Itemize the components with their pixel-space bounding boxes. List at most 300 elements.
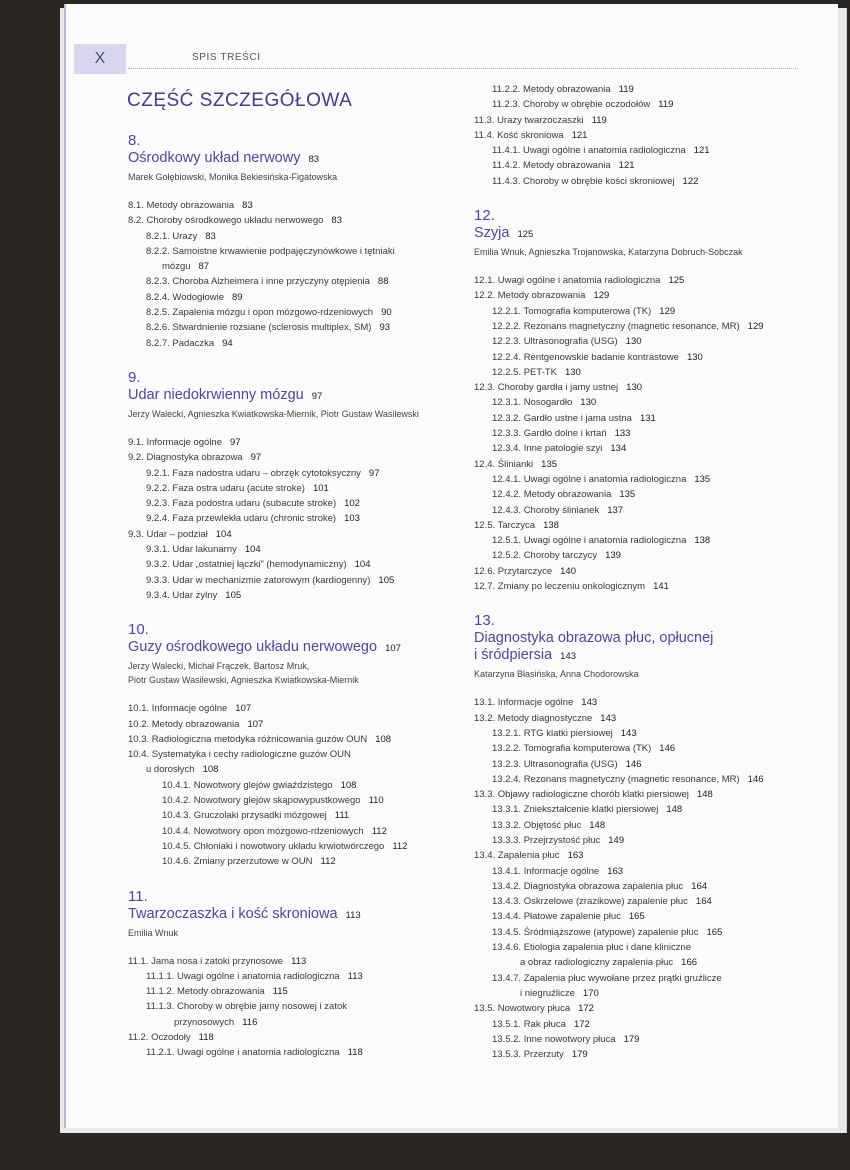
- page-number: 104: [354, 559, 371, 571]
- toc-entry[interactable]: [474, 726, 824, 741]
- toc-entry[interactable]: [474, 518, 824, 533]
- entry-title: przynosowych: [174, 1016, 235, 1028]
- chapter-number: 11.: [128, 887, 148, 905]
- entry-title: 9.3.4. Udar żylny: [146, 589, 218, 601]
- entry-title: 13.2.3. Ultrasonografia (USG): [492, 758, 618, 770]
- entry-title: 13.2.1. RTG klatki piersiowej: [492, 727, 613, 739]
- entry-title: 13.3.3. Przejrzystość płuc: [492, 834, 601, 846]
- entry-title: 9.2.4. Faza przewlekła udaru (chronic stroke): [146, 513, 337, 525]
- toc-entry[interactable]: [128, 717, 468, 732]
- toc-entry[interactable]: [474, 472, 824, 487]
- entry-title: 12.2.1. Tomografia komputerowa (TK): [492, 305, 652, 317]
- toc-entry[interactable]: [128, 290, 468, 305]
- page-number: 97: [311, 390, 323, 402]
- page-number: 104: [215, 528, 232, 540]
- entry-title: 9.3.2. Udar „ostatniej łączki” (hemodynamiczny): [146, 559, 347, 571]
- entry-title: 13.4.2. Diagnostyka obrazowa zapalenia płuc: [492, 880, 684, 892]
- entry-title: 10.3. Radiologiczna metodyka różnicowania guzów OUN: [128, 733, 368, 745]
- toc-entry[interactable]: [128, 824, 468, 839]
- toc-entry[interactable]: [128, 999, 468, 1014]
- toc-entry[interactable]: [474, 395, 824, 410]
- chapter-spacer: [128, 603, 468, 621]
- page-number: 107: [235, 703, 252, 715]
- author-line: Jerzy Walecki, Agnieszka Kwiatkowska-Miernik, Piotr Gustaw Wasilewski: [128, 408, 419, 419]
- page-number: 138: [694, 535, 711, 547]
- chapter-title-text: Guzy ośrodkowego układu nerwowego: [128, 639, 378, 656]
- toc-entry[interactable]: [128, 213, 468, 228]
- chapter-title-text: Twarzoczaszka i kość skroniowa: [128, 905, 338, 922]
- page-number: 179: [571, 1049, 588, 1061]
- toc-entry[interactable]: [128, 259, 468, 274]
- right-column: [474, 82, 824, 1080]
- toc-entry[interactable]: [128, 732, 468, 747]
- page-number: 122: [682, 175, 699, 187]
- entry-title: 12.4. Ślinianki: [474, 458, 534, 470]
- toc-entry[interactable]: [474, 380, 824, 395]
- toc-page: [64, 4, 838, 1128]
- chapter-block: [474, 612, 824, 1080]
- toc-entry[interactable]: [474, 273, 824, 288]
- page-number: 129: [593, 290, 610, 302]
- chapter-number: 8.: [128, 132, 141, 149]
- entry-title: 8.2.4. Wodogłowie: [146, 291, 224, 303]
- page-number: 143: [600, 712, 617, 724]
- page-number: 83: [308, 154, 320, 165]
- author-line: Emilia Wnuk: [128, 927, 179, 938]
- entry-title: 11.4.3. Choroby w obrębie kości skroniowej: [492, 175, 675, 187]
- entry-title: 8.1. Metody obrazowania: [128, 200, 235, 211]
- page-number: 143: [581, 697, 598, 709]
- page-number: 148: [666, 804, 683, 816]
- entry-title: 13.4.1. Informacje ogólne: [492, 865, 600, 877]
- page-number: 146: [659, 743, 676, 755]
- toc-entry[interactable]: [128, 984, 468, 999]
- entry-title: 11.1.3. Choroby w obrębie jamy nosowej i zatok: [146, 1001, 348, 1013]
- page-number: 165: [706, 926, 723, 938]
- page-number: 111: [334, 810, 350, 822]
- page-number: 179: [623, 1033, 640, 1045]
- page-number: 125: [668, 275, 685, 287]
- entry-title: 9.1. Informacje ogólne: [128, 436, 223, 448]
- chapter-title-text: i śródpiersia: [474, 647, 553, 664]
- page-number: 97: [368, 467, 380, 479]
- toc-entry[interactable]: [128, 274, 468, 289]
- toc-entry[interactable]: [474, 411, 824, 426]
- entry-title: 11.4.1. Uwagi ogólne i anatomia radiologiczna: [492, 145, 686, 157]
- entry-title: 10.4.1. Nowotwory glejów gwiaździstego: [162, 779, 333, 791]
- entry-title: 13.2.2. Tomografia komputerowa (TK): [492, 743, 652, 755]
- toc-entry[interactable]: [128, 969, 468, 984]
- entry-title: 13.5.2. Inne nowotwory płuca: [492, 1033, 616, 1045]
- entry-title: 10.4.4. Nowotwory opon mózgowo-rdzeniowych: [162, 825, 364, 837]
- toc-entry[interactable]: [128, 305, 468, 320]
- toc-entry[interactable]: [128, 435, 468, 450]
- toc-entry[interactable]: [128, 1030, 468, 1045]
- header-divider: [128, 68, 798, 69]
- page-number: 149: [608, 834, 625, 846]
- toc-entry[interactable]: [474, 818, 824, 833]
- toc-entry[interactable]: [128, 747, 468, 762]
- toc-entry[interactable]: [474, 772, 824, 787]
- chapter-authors: [128, 659, 468, 687]
- toc-entry[interactable]: [474, 174, 824, 189]
- page-number: 116: [242, 1016, 258, 1028]
- entry-title: i niegruźlicze: [520, 987, 575, 999]
- toc-entry[interactable]: [474, 848, 824, 863]
- toc-entry[interactable]: [474, 548, 824, 563]
- entry-title: 12.7. Zmiany po leczeniu onkologicznym: [474, 581, 646, 593]
- chapter-number: 9.: [128, 368, 141, 386]
- entry-title: 12.3.4. Inne patologie szyi: [492, 443, 603, 455]
- toc-entry[interactable]: [128, 808, 468, 823]
- chapter-authors: [128, 926, 468, 940]
- chapter-title-text: Ośrodkowy układ nerwowy: [128, 150, 301, 166]
- page-number: 138: [543, 519, 559, 531]
- toc-entry[interactable]: [474, 319, 824, 334]
- page-number: 170: [582, 987, 599, 999]
- chapter-spacer: [128, 1061, 468, 1079]
- entry-title: 12.6. Przytarczyce: [474, 565, 553, 577]
- page-number: 103: [344, 513, 360, 525]
- toc-entry[interactable]: [474, 909, 824, 924]
- toc-entry[interactable]: [474, 441, 824, 456]
- toc-entry[interactable]: [474, 971, 824, 986]
- page-number: 118: [198, 1031, 214, 1043]
- entry-title: 13.2. Metody diagnostyczne: [474, 712, 593, 724]
- chapter-title-text: Diagnostyka obrazowa płuc, opłucnej: [474, 630, 714, 647]
- chapter-authors: [474, 245, 824, 259]
- toc-entry[interactable]: [128, 511, 468, 526]
- toc-entry[interactable]: [128, 701, 468, 716]
- toc-entry[interactable]: [128, 481, 468, 496]
- chapter-spacer: [128, 351, 468, 369]
- page-number: 97: [250, 452, 262, 464]
- entry-title: 11.2.1. Uwagi ogólne i anatomia radiologiczna: [146, 1047, 340, 1059]
- toc-entry[interactable]: [128, 1045, 468, 1060]
- entry-title: 11.1.2. Metody obrazowania: [146, 986, 265, 998]
- toc-entry[interactable]: [474, 503, 824, 518]
- toc-entry[interactable]: [474, 864, 824, 879]
- chapter-spacer: [474, 594, 824, 612]
- page-number: 121: [618, 160, 635, 172]
- page-number: 165: [628, 911, 645, 923]
- toc-entry[interactable]: [474, 350, 824, 365]
- page-number: 107: [247, 718, 264, 730]
- entry-title: 12.4.3. Choroby ślinianek: [492, 504, 600, 516]
- toc-entry[interactable]: [128, 244, 468, 259]
- page-number: 130: [626, 382, 643, 394]
- entry-title: 13.4. Zapalenia płuc: [474, 850, 560, 862]
- entry-title: 12.5.1. Uwagi ogólne i anatomia radiologiczna: [492, 535, 687, 547]
- toc-entry[interactable]: [474, 143, 824, 158]
- toc-entry[interactable]: [474, 955, 824, 970]
- author-line: Katarzyna Błasińska, Anna Chodorowska: [474, 669, 639, 680]
- entry-title: 12.3. Choroby gardła i jamy ustnej: [474, 382, 619, 394]
- chapter-title[interactable]: [128, 150, 468, 168]
- toc-entry[interactable]: [128, 450, 468, 465]
- toc-entry[interactable]: [474, 82, 824, 97]
- entry-title: 11.1.1. Uwagi ogólne i anatomia radiologiczna: [146, 970, 340, 982]
- page-number: 135: [694, 473, 711, 485]
- toc-entry[interactable]: [474, 564, 824, 579]
- page-number: 130: [625, 336, 642, 348]
- page-number: 112: [320, 856, 336, 868]
- entry-title: 13.3.1. Zniekształcenie klatki piersiowej: [492, 804, 659, 816]
- entry-title: 9.3. Udar – podział: [128, 528, 208, 540]
- entry-title: 13.3. Objawy radiologiczne chorób klatki piersiowej: [474, 789, 689, 801]
- chapter-title[interactable]: [128, 387, 468, 405]
- page-number: 93: [379, 322, 391, 334]
- toc-entry[interactable]: [474, 288, 824, 303]
- entry-title: 10.4. Systematyka i cechy radiologiczne guzów OUN: [128, 749, 351, 761]
- page-number: 137: [607, 504, 624, 516]
- page-number: 134: [610, 443, 627, 455]
- toc-entry[interactable]: [474, 1017, 824, 1032]
- entry-title: 13.1. Informacje ogólne: [474, 697, 574, 709]
- toc-entry[interactable]: [474, 879, 824, 894]
- toc-entry[interactable]: [474, 457, 824, 472]
- page-number: 112: [371, 825, 387, 837]
- entry-title: 10.1. Informacje ogólne: [128, 703, 228, 715]
- page-number: 83: [331, 215, 342, 227]
- right-chapters: [474, 207, 824, 1080]
- page-number: 113: [291, 955, 307, 967]
- toc-entry[interactable]: [474, 113, 824, 128]
- toc-entry[interactable]: [128, 527, 468, 542]
- running-header: SPIS TREŚCI: [192, 52, 261, 63]
- toc-entry[interactable]: [128, 573, 468, 588]
- entry-title: 12.5.2. Choroby tarczycy: [492, 550, 598, 562]
- toc-entry[interactable]: [474, 579, 824, 594]
- entry-title: 9.2.2. Faza ostra udaru (acute stroke): [146, 482, 305, 494]
- entry-title: 8.2.6. Stwardnienie rozsiane (sclerosis multiplex, SM): [146, 322, 372, 334]
- page-number: 130: [564, 366, 581, 378]
- entry-title: 12.2.5. PET-TK: [492, 366, 557, 378]
- toc-entry[interactable]: [128, 557, 468, 572]
- toc-entry[interactable]: [128, 588, 468, 603]
- toc-entry[interactable]: [474, 128, 824, 143]
- toc-entry[interactable]: [474, 487, 824, 502]
- page-number: 129: [747, 320, 764, 332]
- page-number: 166: [681, 957, 698, 969]
- page-number: 119: [658, 99, 674, 111]
- toc-entry[interactable]: [474, 986, 824, 1001]
- author-line: Piotr Gustaw Wasilewski, Agnieszka Kwiatkowska-Miernik: [128, 675, 359, 686]
- page-number: 113: [345, 909, 361, 921]
- entry-title: 12.3.3. Gardło dolne i krtań: [492, 428, 607, 440]
- author-line: Marek Gołębiowski, Monika Bekiesińska-Figatowska: [128, 172, 338, 182]
- toc-entry[interactable]: [128, 542, 468, 557]
- toc-entry[interactable]: [474, 158, 824, 173]
- chapter-number: 13.: [474, 612, 495, 630]
- page-number: 130: [686, 351, 703, 363]
- chapter-authors: [128, 170, 468, 184]
- entry-title: 12.1. Uwagi ogólne i anatomia radiologiczna: [474, 275, 661, 287]
- page-number: 104: [244, 544, 261, 556]
- entry-title: 11.2.2. Metody obrazowania: [492, 84, 611, 95]
- page-number: 119: [618, 84, 634, 95]
- page-number: 121: [571, 129, 588, 141]
- entry-title: 10.4.3. Gruczolaki przysadki mózgowej: [162, 810, 327, 822]
- page-number: 89: [232, 291, 243, 303]
- page-number: 90: [381, 307, 392, 319]
- entry-title: 12.2.3. Ultrasonografia (USG): [492, 336, 618, 348]
- toc-entry[interactable]: [474, 426, 824, 441]
- toc-entry[interactable]: [474, 940, 824, 955]
- page-number: 164: [691, 880, 708, 892]
- page-number: 148: [696, 789, 713, 801]
- entry-title: 9.3.3. Udar w mechanizmie zatorowym (kardiogenny): [146, 574, 371, 586]
- left-column: [128, 132, 468, 1079]
- chapter-title[interactable]: [474, 630, 824, 665]
- chapter-title[interactable]: [128, 639, 468, 657]
- toc-entry[interactable]: [474, 533, 824, 548]
- page-number: 88: [377, 276, 389, 288]
- toc-entry[interactable]: [128, 778, 468, 793]
- page-number: 113: [347, 970, 363, 982]
- entry-title: 10.4.6. Zmiany przerzutowe w OUN: [162, 856, 313, 868]
- entry-title: 13.5.1. Rak płuca: [492, 1018, 566, 1030]
- page-number: 141: [653, 581, 669, 593]
- toc-entry[interactable]: [474, 97, 824, 112]
- entry-title: 9.2.1. Faza nadostra udaru – obrzęk cytotoksyczny: [146, 467, 361, 479]
- entry-title: 13.5. Nowotwory płuca: [474, 1003, 571, 1015]
- part-title: CZĘŚĆ SZCZEGÓŁOWA: [127, 90, 353, 111]
- toc-entry[interactable]: [474, 695, 824, 710]
- chapter-title-text: Szyja: [474, 225, 510, 242]
- page-number: 172: [573, 1018, 590, 1030]
- toc-entry[interactable]: [474, 365, 824, 380]
- entry-title: 8.2.2. Samoistne krwawienie podpajęczynówkowe i tętniaki: [146, 245, 395, 257]
- page-number: 87: [198, 261, 210, 273]
- entry-title: 13.4.4. Płatowe zapalenie płuc: [492, 911, 621, 923]
- page-number: 146: [747, 773, 764, 785]
- page-number: 163: [607, 865, 624, 877]
- author-line: Emilia Wnuk, Agnieszka Trojanowska, Katarzyna Dobruch-Sobczak: [474, 247, 743, 258]
- toc-entry[interactable]: [474, 833, 824, 848]
- chapter-tab: X: [74, 44, 126, 74]
- page-number: 105: [378, 574, 395, 586]
- entry-title: 10.4.2. Nowotwory glejów skąpowypustkowego: [162, 795, 361, 807]
- toc-entry[interactable]: [128, 954, 468, 969]
- entry-title: 8.2. Choroby ośrodkowego układu nerwowego: [128, 215, 324, 227]
- toc-entry[interactable]: [128, 854, 468, 869]
- entry-title: 12.3.1. Nosogardło: [492, 397, 573, 409]
- toc-entry[interactable]: [128, 320, 468, 335]
- toc-entry[interactable]: [128, 229, 468, 244]
- page-number: 83: [205, 230, 216, 242]
- page-number: 97: [230, 436, 241, 448]
- toc-entry[interactable]: [474, 802, 824, 817]
- entry-title: 12.2.4. Rentgenowskie badanie kontrastowe: [492, 351, 679, 363]
- page-number: 139: [605, 550, 621, 562]
- toc-entry[interactable]: [128, 762, 468, 777]
- entry-title: 9.2. Diagnostyka obrazowa: [128, 452, 243, 464]
- entry-title: 12.2.2. Rezonans magnetyczny (magnetic resonance, MR): [492, 320, 740, 332]
- page-number: 110: [368, 795, 384, 807]
- page-number: 115: [272, 986, 288, 998]
- page-number: 94: [222, 337, 233, 349]
- page-number: 172: [578, 1003, 594, 1015]
- continued-entries: [474, 82, 824, 207]
- page-number: 148: [589, 819, 606, 831]
- entry-title: 13.3.2. Objętość płuc: [492, 819, 582, 831]
- toc-entry[interactable]: [474, 1032, 824, 1047]
- page-number: 143: [620, 727, 637, 739]
- chapter-authors: [474, 667, 824, 681]
- chapter-number: 12.: [474, 207, 495, 225]
- toc-entry[interactable]: [474, 711, 824, 726]
- chapter-title-text: Udar niedokrwienny mózgu: [128, 386, 304, 403]
- page-number: 121: [693, 145, 710, 157]
- entry-title: 11.4.2. Metody obrazowania: [492, 160, 611, 172]
- entry-title: 13.4.5. Śródmiąższowe (atypowe) zapalenie płuc: [492, 926, 699, 938]
- toc-entry[interactable]: [474, 304, 824, 319]
- chapter-spacer: [474, 189, 824, 207]
- toc-entry[interactable]: [474, 1047, 824, 1062]
- entry-title: 11.3. Urazy twarzoczaszki: [474, 114, 584, 126]
- toc-entry[interactable]: [474, 741, 824, 756]
- chapter-authors: [128, 407, 468, 421]
- entry-title: 11.4. Kość skroniowa: [474, 129, 564, 141]
- entry-title: 11.2. Oczodoły: [128, 1031, 191, 1043]
- page-number: 102: [344, 498, 360, 510]
- page-number: 140: [560, 565, 576, 577]
- toc-entry[interactable]: [128, 198, 468, 213]
- toc-entry[interactable]: [128, 839, 468, 854]
- entry-title: u dorosłych: [146, 764, 195, 776]
- chapter-block: [128, 888, 468, 1079]
- toc-entry[interactable]: [474, 757, 824, 772]
- page-number: 101: [312, 482, 329, 494]
- page-number: 143: [560, 651, 577, 663]
- entry-title: 13.2.4. Rezonans magnetyczny (magnetic resonance, MR): [492, 773, 740, 785]
- author-line: Jerzy Walecki, Michał Frączek, Bartosz Mruk,: [128, 661, 310, 672]
- chapter-title[interactable]: [128, 906, 468, 924]
- page-number: 146: [625, 758, 642, 770]
- entry-title: 12.5. Tarczyca: [474, 519, 536, 531]
- toc-entry[interactable]: [128, 1015, 468, 1030]
- chapter-spacer: [128, 870, 468, 888]
- toc-entry[interactable]: [474, 787, 824, 802]
- page-number: 118: [347, 1047, 363, 1059]
- chapter-block: [128, 132, 468, 369]
- page-number: 108: [202, 764, 219, 776]
- entry-title: 12.2. Metody obrazowania: [474, 290, 586, 302]
- entry-title: 12.3.2. Gardło ustne i jama ustna: [492, 412, 632, 424]
- page-number: 133: [614, 428, 631, 440]
- toc-entry[interactable]: [474, 1001, 824, 1016]
- page-number: 135: [619, 489, 636, 501]
- page-number: 108: [340, 779, 357, 791]
- chapter-spacer: [474, 1062, 824, 1080]
- entry-title: 12.4.1. Uwagi ogólne i anatomia radiologiczna: [492, 473, 687, 485]
- page-number: 135: [541, 458, 558, 470]
- toc-entry[interactable]: [474, 894, 824, 909]
- toc-entry[interactable]: [128, 793, 468, 808]
- entry-title: 13.4.7. Zapalenia płuc wywołane przez prątki gruźlicze: [492, 972, 722, 984]
- page-number: 105: [225, 589, 242, 601]
- toc-entry[interactable]: [474, 925, 824, 940]
- toc-entry[interactable]: [474, 334, 824, 349]
- page-number: 130: [580, 397, 597, 409]
- toc-entry[interactable]: [128, 496, 468, 511]
- entry-title: mózgu: [162, 261, 191, 273]
- toc-entry[interactable]: [128, 336, 468, 351]
- chapter-title[interactable]: [474, 225, 824, 243]
- toc-entry[interactable]: [128, 466, 468, 481]
- page-number: 164: [695, 896, 712, 908]
